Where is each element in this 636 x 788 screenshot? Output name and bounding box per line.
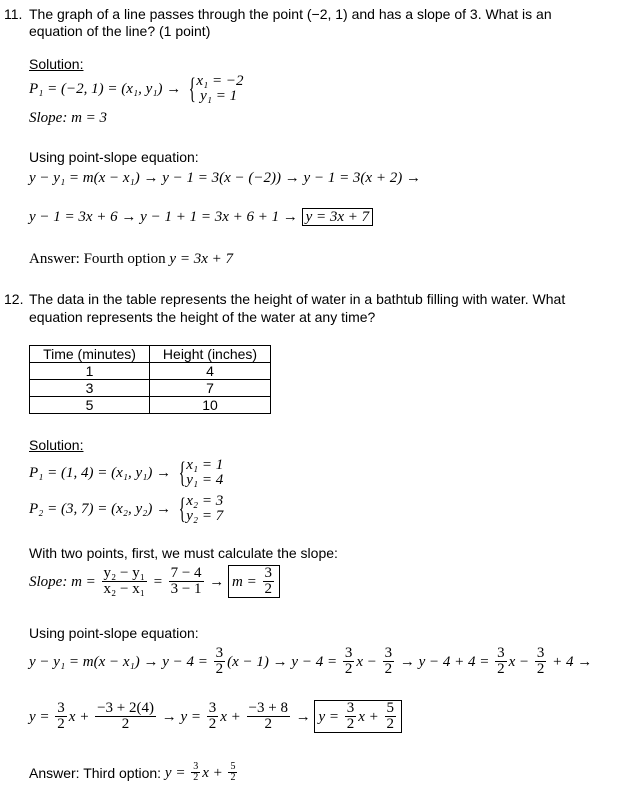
fraction: [383, 646, 395, 677]
table-row: [30, 363, 271, 380]
fraction: [385, 701, 397, 732]
math-text: x +: [358, 708, 383, 725]
slope-intro: With two points, first, we must calculate the slope:: [29, 545, 338, 561]
math-text: P₁ = (1, 4) = (x₁, y₁) →: [29, 465, 175, 481]
numerator: 3: [193, 761, 199, 772]
denominator: 2: [215, 661, 224, 677]
denominator: 2: [536, 661, 545, 677]
math-line: [29, 700, 402, 733]
denominator: 2: [344, 661, 353, 677]
math-text: →: [205, 573, 229, 590]
case-row: x₂ = 3: [186, 493, 224, 509]
math-text: =: [148, 573, 167, 590]
math-line: [29, 170, 421, 186]
system-of-equations: [175, 458, 223, 488]
table-cell: 1: [30, 363, 150, 380]
answer-math: [169, 251, 233, 267]
denominator: 2: [57, 716, 65, 732]
math-text: y = 3x + 7: [305, 209, 370, 225]
method-label: Using point-slope equation:: [29, 149, 199, 165]
method-label: Using point-slope equation:: [29, 625, 199, 641]
denominator: 2: [121, 716, 130, 732]
denominator: 2: [193, 772, 199, 783]
fraction: [214, 646, 226, 677]
math-text: x +: [202, 764, 227, 781]
fraction: [55, 701, 67, 732]
answer-math: [165, 762, 240, 783]
denominator: 2: [497, 661, 505, 677]
math-line: [29, 110, 107, 126]
table-row: [30, 380, 271, 397]
case-rows: [196, 74, 243, 104]
math-text: m =: [232, 573, 261, 590]
fraction: [228, 762, 237, 783]
numerator: 3: [346, 700, 355, 716]
table-cell: 4: [150, 363, 271, 380]
boxed-result: [228, 565, 280, 598]
fraction: [495, 646, 507, 677]
fraction: [95, 701, 156, 732]
fraction: [345, 701, 357, 732]
math-text: y = 3x + 7: [169, 251, 233, 267]
math-text: y − y₁ = m(x − x₁) → y − 4 =: [29, 653, 212, 670]
brace-symbol: {: [178, 456, 186, 489]
fraction: [102, 566, 147, 597]
denominator: 2: [264, 716, 272, 732]
math-text: → y =: [157, 708, 205, 725]
math-line: [29, 565, 280, 598]
math-text: (x − 1) → y − 4 =: [227, 653, 341, 670]
math-text: + 4 →: [548, 653, 593, 670]
system-of-equations: [185, 74, 244, 104]
math-line: [29, 458, 223, 488]
fraction: [247, 701, 290, 732]
denominator: 2: [384, 661, 393, 677]
answer: [29, 251, 233, 267]
case-row: y₁ = 1: [196, 88, 238, 104]
case-rows: [186, 458, 223, 488]
numerator: 3: [215, 645, 224, 661]
system-of-equations: [175, 494, 223, 524]
case-row: x₁ = −2: [196, 73, 244, 89]
math-line: [29, 208, 373, 226]
numerator: −3 + 8: [248, 700, 288, 716]
denominator: 2: [264, 581, 273, 597]
fraction: [191, 762, 200, 783]
math-line: [29, 494, 223, 524]
table-cell: 10: [150, 397, 271, 414]
math-text: x −: [356, 653, 381, 670]
denominator: x₂ − x₁: [103, 581, 145, 597]
solution-label: Solution:: [29, 437, 84, 453]
question-text-line1: The data in the table represents the height of water in a bathtub filling with water. What: [29, 291, 566, 307]
case-rows: [186, 494, 223, 524]
fraction: [169, 566, 204, 597]
numerator: 3: [384, 645, 393, 661]
math-text: x +: [220, 708, 245, 725]
math-text: Slope: m =: [29, 573, 100, 590]
numerator: −3 + 2(4): [97, 700, 154, 716]
denominator: 2: [346, 716, 355, 732]
question-text-line1: The graph of a line passes through the point (−2, 1) and has a slope of 3. What is an: [29, 6, 552, 22]
case-row: y₂ = 7: [186, 508, 224, 524]
numerator: 3: [497, 645, 505, 661]
math-text: y =: [29, 708, 54, 725]
question-text-line2: equation of the line? (1 point): [29, 23, 211, 39]
math-text: y =: [318, 708, 343, 725]
numerator: 3: [344, 645, 353, 661]
case-row: y₁ = 4: [186, 472, 224, 488]
numerator: 7 − 4: [170, 565, 202, 581]
answer: [29, 762, 239, 783]
math-text: x −: [508, 653, 533, 670]
boxed-result: [302, 208, 374, 226]
question-text-line2: equation represents the height of the water at any time?: [29, 309, 376, 325]
numerator: 3: [264, 565, 273, 581]
solution-label: Solution:: [29, 56, 84, 72]
fraction: [535, 646, 547, 677]
math-text: y − y₁ = m(x − x₁) → y − 1 = 3(x − (−2)) → y − 1 = 3(x + 2) →: [29, 170, 421, 186]
numerator: 5: [230, 761, 236, 772]
answer-label: Answer: Third option:: [29, 764, 165, 781]
math-text: x +: [68, 708, 94, 725]
numerator: 3: [536, 645, 545, 661]
table-cell: 7: [150, 380, 271, 397]
fraction: [207, 701, 219, 732]
numerator: y₂ − y₁: [103, 565, 145, 581]
math-text: →: [291, 708, 315, 725]
table-row: [30, 397, 271, 414]
brace-symbol: {: [188, 72, 196, 105]
math-text: → y − 4 + 4 =: [396, 653, 494, 670]
denominator: 2: [386, 716, 395, 732]
numerator: 3: [208, 700, 217, 716]
denominator: 2: [230, 772, 236, 783]
boxed-result: [314, 700, 402, 733]
question-number: 12.: [4, 291, 24, 307]
denominator: 3 − 1: [170, 581, 202, 597]
column-header: Time (minutes): [30, 346, 150, 363]
table-cell: 5: [30, 397, 150, 414]
fraction: [343, 646, 355, 677]
math-text: y − 1 = 3x + 6 → y − 1 + 1 = 3x + 6 + 1 →: [29, 209, 302, 225]
math-text: Slope: m = 3: [29, 110, 108, 126]
math-text: P₁ = (−2, 1) = (x₁, y₁) →: [29, 81, 185, 97]
fraction: [263, 566, 275, 597]
math-text: y =: [164, 764, 190, 781]
data-table: [29, 345, 271, 414]
numerator: 3: [57, 700, 65, 716]
numerator: 5: [386, 700, 395, 716]
brace-symbol: {: [178, 492, 186, 525]
math-line: [29, 74, 244, 104]
math-text: P₂ = (3, 7) = (x₂, y₂) →: [29, 501, 175, 517]
table-cell: 3: [30, 380, 150, 397]
math-line: [29, 646, 592, 677]
case-row: x₁ = 1: [186, 457, 224, 473]
question-number: 11.: [4, 6, 23, 22]
answer-label: Answer: Fourth option: [29, 251, 170, 267]
column-header: Height (inches): [150, 346, 271, 363]
denominator: 2: [208, 716, 217, 732]
